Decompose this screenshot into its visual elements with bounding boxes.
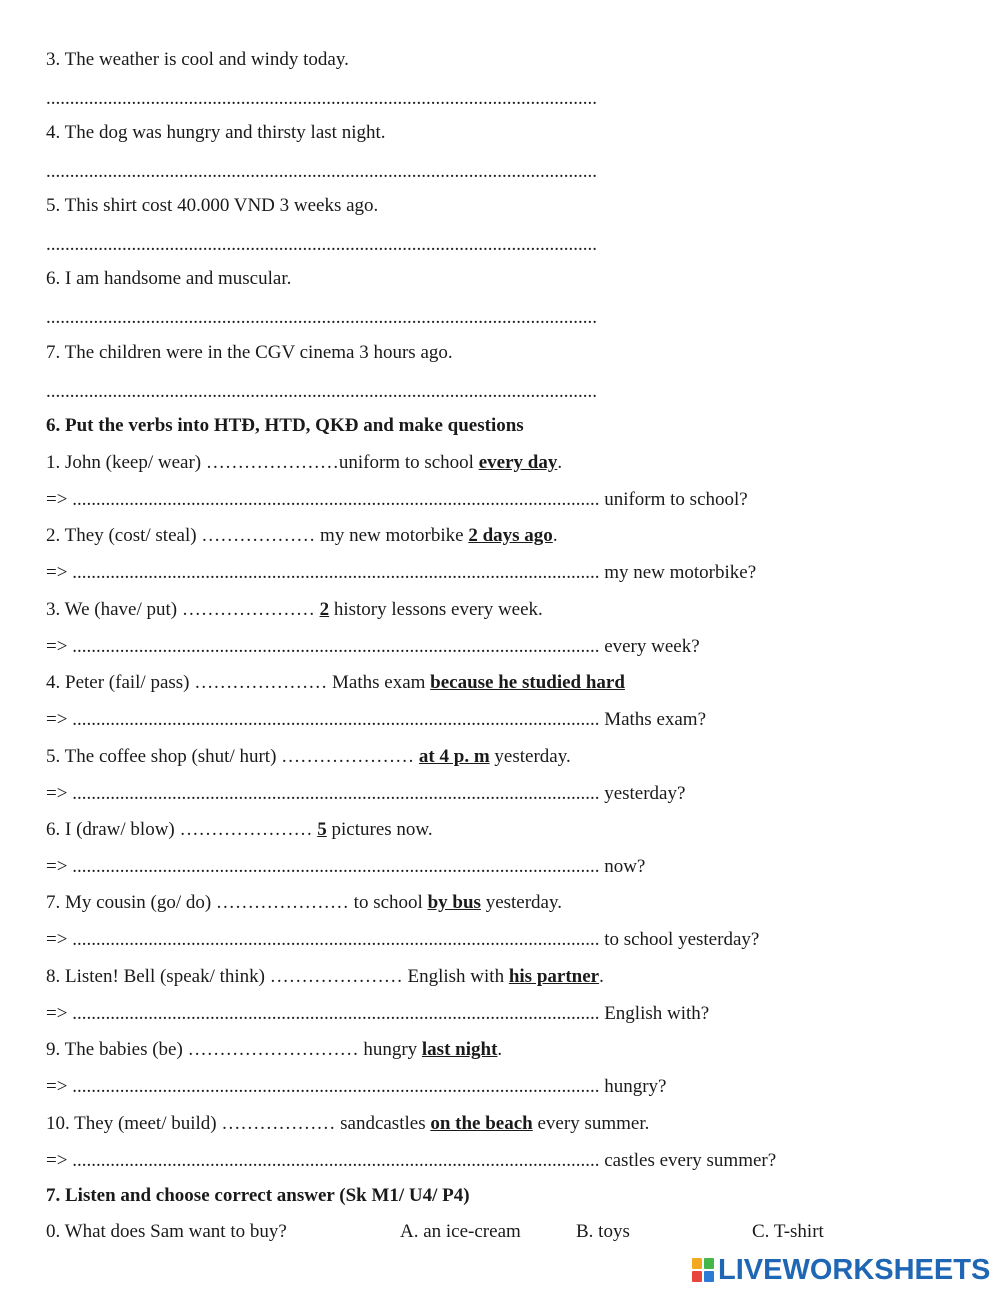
answer-tail: hungry? (604, 1076, 667, 1097)
answer-tail: yesterday? (604, 783, 686, 804)
item-text: 7. My cousin (go/ do) ………………… to school (46, 892, 428, 913)
answer-row (46, 635, 700, 659)
section6-title: 6. Put the verbs into HTĐ, HTD, QKĐ and make questions (46, 415, 524, 436)
item-text-end: pictures now. (326, 819, 433, 840)
answer-blank[interactable]: ............................................................................................................... (72, 636, 600, 657)
answer-tail: castles every summer? (604, 1150, 777, 1171)
answer-line-7[interactable]: .................................................................................................................... (46, 381, 597, 402)
item-text-end: yesterday. (489, 746, 571, 767)
item-text: 2. They (cost/ steal) ……………… my new motorbike (46, 525, 469, 546)
answer-row (46, 708, 706, 732)
answer-blank[interactable]: ............................................................................................................... (72, 1076, 600, 1097)
arrow-marker: => (46, 1076, 68, 1097)
answer-line-4[interactable]: .................................................................................................................... (46, 161, 597, 182)
answer-row (46, 1075, 666, 1099)
underlined-phrase: last night (421, 1039, 498, 1060)
sentence-5: 5. This shirt cost 40.000 VND 3 weeks ago. (46, 195, 379, 216)
question-0: 0. What does Sam want to buy? (46, 1221, 287, 1242)
answer-line-5[interactable]: .................................................................................................................... (46, 234, 597, 255)
underlined-phrase: 2 days ago (468, 525, 553, 546)
answer-blank[interactable]: ............................................................................................................... (72, 929, 600, 950)
answer-tail: Maths exam? (604, 709, 707, 730)
answer-tail: uniform to school? (604, 489, 748, 510)
logo-grid-icon (692, 1258, 714, 1282)
underlined-phrase: on the beach (430, 1113, 533, 1134)
exercise-item (46, 524, 558, 548)
item-text: 8. Listen! Bell (speak/ think) ………………… English with (46, 966, 509, 987)
underlined-phrase: his partner (508, 966, 600, 987)
exercise-item (46, 1112, 649, 1136)
item-text: 10. They (meet/ build) ……………… sandcastles (46, 1113, 431, 1134)
item-text-end: . (497, 1039, 503, 1060)
answer-row (46, 855, 645, 879)
item-text: 6. I (draw/ blow) ………………… (46, 819, 318, 840)
item-text: 3. We (have/ put) ………………… (46, 599, 320, 620)
arrow-marker: => (46, 709, 68, 730)
item-text-end: . (557, 452, 563, 473)
item-text-end: history lessons every week. (329, 599, 543, 620)
exercise-item (46, 818, 433, 842)
exercise-item (46, 598, 543, 622)
item-text-end: . (552, 525, 558, 546)
answer-tail: now? (604, 856, 646, 877)
option-b[interactable]: B. toys (576, 1221, 630, 1242)
answer-blank[interactable]: ............................................................................................................... (72, 709, 600, 730)
underlined-phrase: at 4 p. m (418, 746, 490, 767)
arrow-marker: => (46, 856, 68, 877)
underlined-phrase: 5 (317, 819, 327, 840)
underlined-phrase: 2 (319, 599, 330, 620)
arrow-marker: => (46, 929, 68, 950)
answer-row (46, 782, 685, 806)
answer-tail: every week? (604, 636, 700, 657)
exercise-item (46, 891, 562, 915)
logo-text: LIVEWORKSHEETS (718, 1253, 991, 1286)
arrow-marker: => (46, 562, 68, 583)
item-text: 1. John (keep/ wear) …………………uniform to school (46, 452, 479, 473)
answer-blank[interactable]: ............................................................................................................... (72, 783, 600, 804)
answer-blank[interactable]: ............................................................................................................... (72, 1003, 600, 1024)
underlined-phrase: by bus (427, 892, 481, 913)
item-text-end: yesterday. (480, 892, 563, 913)
liveworksheets-logo (692, 1255, 990, 1285)
exercise-item (46, 671, 625, 695)
answer-line-3[interactable]: .................................................................................................................... (46, 88, 597, 109)
answer-blank[interactable]: ............................................................................................................... (72, 856, 600, 877)
sentence-3: 3. The weather is cool and windy today. (46, 49, 349, 70)
answer-row (46, 488, 748, 512)
arrow-marker: => (46, 1003, 68, 1024)
answer-row (46, 1002, 709, 1026)
sentence-7: 7. The children were in the CGV cinema 3 hours ago. (46, 342, 453, 363)
exercise-item (46, 451, 562, 475)
answer-tail: my new motorbike? (604, 562, 757, 583)
sentence-4: 4. The dog was hungry and thirsty last night. (46, 122, 386, 143)
option-a[interactable]: A. an ice-cream (400, 1221, 521, 1242)
answer-line-6[interactable]: .................................................................................................................... (46, 307, 597, 328)
answer-row (46, 561, 756, 585)
answer-row (46, 1149, 776, 1173)
answer-tail: to school yesterday? (604, 929, 760, 950)
exercise-item (46, 1038, 502, 1062)
answer-tail: English with? (604, 1003, 710, 1024)
item-text-end: . (599, 966, 604, 987)
item-text-end: every summer. (532, 1113, 650, 1134)
item-text: 5. The coffee shop (shut/ hurt) ………………… (46, 746, 419, 767)
item-text: 4. Peter (fail/ pass) ………………… Maths exam (46, 672, 431, 693)
answer-row (46, 928, 759, 952)
exercise-item (46, 745, 571, 769)
answer-blank[interactable]: ............................................................................................................... (72, 1150, 600, 1171)
underlined-phrase: because he studied hard (430, 672, 625, 693)
arrow-marker: => (46, 489, 68, 510)
arrow-marker: => (46, 636, 68, 657)
sentence-6: 6. I am handsome and muscular. (46, 268, 292, 289)
answer-blank[interactable]: ............................................................................................................... (72, 489, 600, 510)
underlined-phrase: every day (478, 452, 558, 473)
exercise-item (46, 965, 604, 989)
arrow-marker: => (46, 1150, 68, 1171)
section7-title: 7. Listen and choose correct answer (Sk M1/ U4/ P4) (46, 1185, 470, 1206)
arrow-marker: => (46, 783, 68, 804)
answer-blank[interactable]: ............................................................................................................... (72, 562, 600, 583)
option-c[interactable]: C. T-shirt (752, 1221, 824, 1242)
item-text: 9. The babies (be) ……………………… hungry (46, 1039, 422, 1060)
